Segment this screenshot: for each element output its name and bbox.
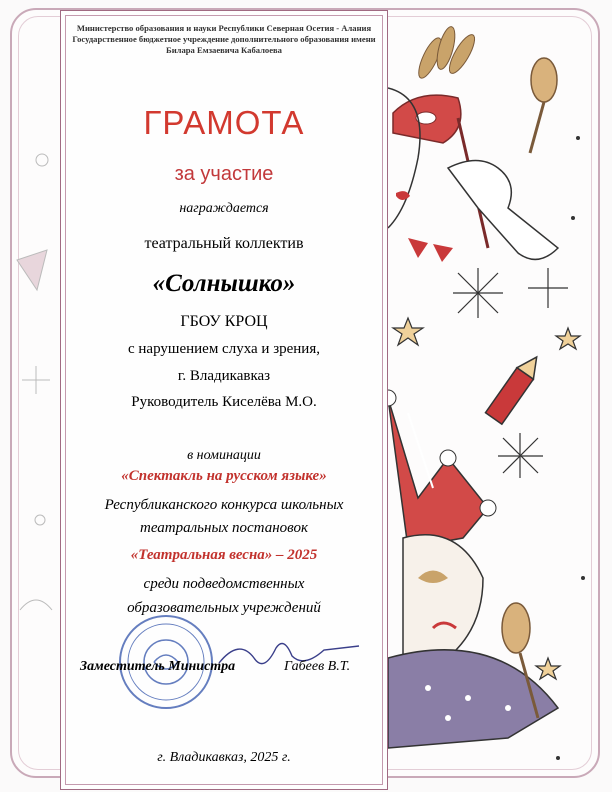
team-name: «Солнышко» — [152, 270, 296, 297]
nomination-name: «Спектакль на русском языке» — [121, 468, 327, 484]
spoon-icon — [530, 58, 557, 153]
org-city: г. Владикавказ — [177, 368, 271, 384]
org-name: ГБОУ КРОЦ — [180, 313, 268, 330]
org-description: с нарушением слуха и зрения, — [128, 341, 320, 357]
competition-name: «Театральная весна» – 2025 — [130, 547, 318, 563]
issuer-line: Билара Емзаевича Кабалоева — [166, 45, 282, 55]
carnival-illustration — [388, 18, 600, 778]
theater-mask-icon — [403, 535, 483, 668]
signer-position: Заместитель Министра — [80, 659, 236, 674]
sparkle-icon — [453, 268, 568, 478]
competition-line: Республиканского конкурса школьных — [104, 497, 344, 513]
issuer-header — [60, 23, 388, 56]
jester-hat-icon — [388, 398, 488, 548]
issuer-line: Министерство образования и науки Республики Северная Осетия - Алания — [76, 23, 372, 33]
certificate-title: ГРАМОТА — [143, 104, 305, 141]
awarded-label: награждается — [179, 201, 269, 216]
team-label: театральный коллектив — [144, 235, 304, 252]
bunting-icon — [408, 238, 453, 262]
certificate-subtitle: за участие — [174, 163, 274, 185]
competition-line: образовательных учреждений — [127, 600, 321, 616]
footer-place-date: г. Владикавказ, 2025 г. — [157, 750, 291, 765]
org-leader: Руководитель Киселёва М.О. — [131, 394, 317, 410]
competition-line: театральных постановок — [140, 520, 308, 536]
feather-icon — [414, 25, 479, 81]
firework-rocket-icon — [485, 351, 544, 424]
hand-icon — [448, 161, 558, 260]
issuer-line: Государственное бюджетное учреждение дополнительного образования имени — [72, 34, 376, 44]
signer-name: Габеев В.Т. — [284, 659, 351, 674]
nomination-label: в номинации — [187, 448, 261, 463]
left-edge-decor — [12, 140, 60, 660]
competition-line: среди подведомственных — [143, 576, 305, 592]
